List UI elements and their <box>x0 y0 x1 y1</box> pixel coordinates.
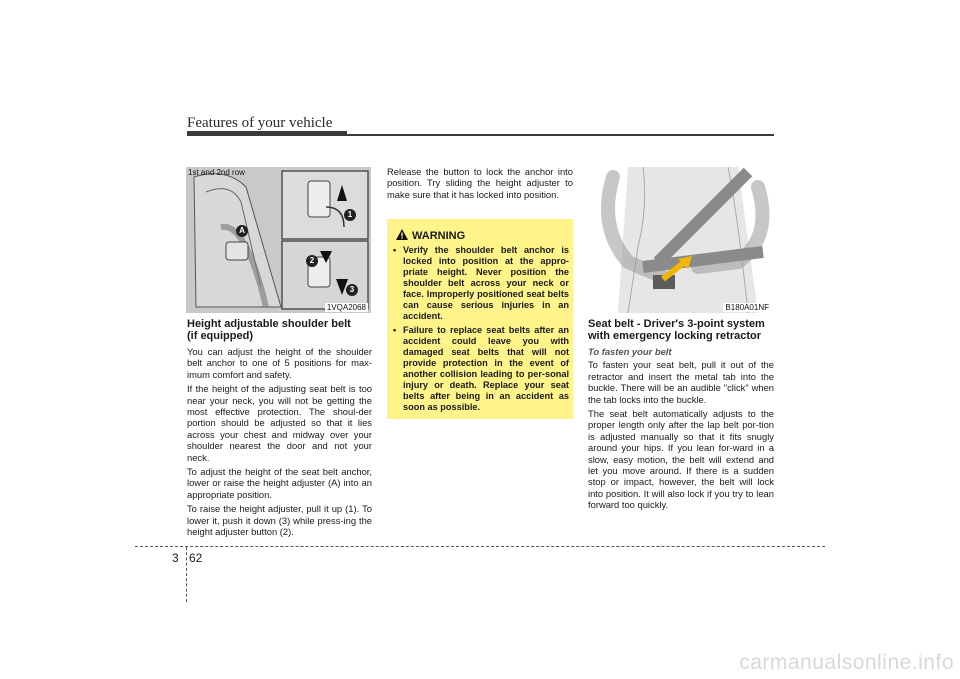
paragraph: If the height of the adjusting seat belt is too near your neck, you will not be getting the most effective protection. The shoul-der portion should be adjusted so that it lies across your chest and midway over your shoulder nearest the door and not your neck. <box>187 383 372 463</box>
figure-code: 1VQA2068 <box>326 303 366 312</box>
page-header-title: Features of your vehicle <box>187 115 333 131</box>
section-title-driver-belt <box>588 318 774 342</box>
figure-seat-belt <box>588 167 774 313</box>
label-a-badge <box>236 225 248 237</box>
warning-item: • Failure to replace seat belts after an accident could leave you with damaged seat belts that will not provide protection in the event of another collision leading to per-sonal injury or death. Replace your seat belts after being in an accident as soon as possible. <box>393 325 569 413</box>
paragraph: To raise the height adjuster, pull it up (1). To lower it, push it down (3) while press-ing the height adjuster button (2). <box>187 503 372 538</box>
footer-divider <box>186 547 187 602</box>
page-number: 62 <box>189 551 203 565</box>
section-number: 3 <box>172 551 179 565</box>
paragraph: The seat belt automatically adjusts to the proper length only after the lap belt por-tion is adjusted manually so that it fits snugly around your hips. If you lean for-ward in a slow, easy motion, the belt will extend and let you move around. If there is a sudden stop or impact, however, the belt will lock into position. It will also lock if you try to lean forward too quickly. <box>588 408 774 511</box>
seat-belt-illustration <box>588 167 774 313</box>
section-title-line2: (if equipped) <box>187 330 253 342</box>
warning-box <box>387 219 573 419</box>
figure-height-adjuster <box>186 167 371 313</box>
warning-item: • Verify the shoulder belt anchor is locked into position at the appro-priate height. Never position the shoulder belt across your neck or face. Improperly positioned seat belts can cause serious injuries in an accident. <box>393 245 569 322</box>
right-column <box>588 318 774 514</box>
label-3-badge <box>346 284 358 296</box>
header-rule <box>187 134 774 136</box>
sub-title-fasten-belt: To fasten your belt <box>588 346 672 357</box>
label-2-text: 2 <box>309 256 315 265</box>
left-column <box>187 318 372 541</box>
middle-column <box>387 166 573 203</box>
section-title-line2: with emergency locking retractor <box>588 330 761 342</box>
height-adjuster-illustration <box>186 167 371 313</box>
figure-code: B180A01NF <box>725 303 769 312</box>
footer-rule <box>135 546 825 547</box>
warning-title: WARNING <box>412 230 466 242</box>
section-title-shoulder-belt <box>187 318 372 342</box>
warning-list <box>393 245 569 416</box>
label-2-badge <box>306 255 318 267</box>
paragraph: To fasten your seat belt, pull it out of the retractor and insert the metal tab into the buckle. There will be an audible "click" when the tab locks into the buckle. <box>588 359 774 405</box>
paragraph: To adjust the height of the seat belt anchor, lower or raise the height adjuster (A) into an appropriate position. <box>187 466 372 500</box>
figure-caption: 1st and 2nd row <box>188 168 245 177</box>
label-3-text: 3 <box>349 285 355 294</box>
paragraph: Release the button to lock the anchor into position. Try sliding the height adjuster to make sure that it has locked into position. <box>387 166 573 200</box>
paragraph: You can adjust the height of the shoulder belt anchor to one of 5 positions for max-imum comfort and safety. <box>187 346 372 380</box>
label-1-badge <box>344 209 356 221</box>
warning-triangle-icon <box>396 229 408 240</box>
label-1-text: 1 <box>347 210 353 219</box>
label-a-text: A <box>239 226 245 235</box>
watermark: carmanualsonline.info <box>739 651 954 674</box>
section-title-line1: Height adjustable shoulder belt <box>187 318 351 330</box>
section-title-line1: Seat belt - Driver's 3-point system <box>588 318 765 330</box>
